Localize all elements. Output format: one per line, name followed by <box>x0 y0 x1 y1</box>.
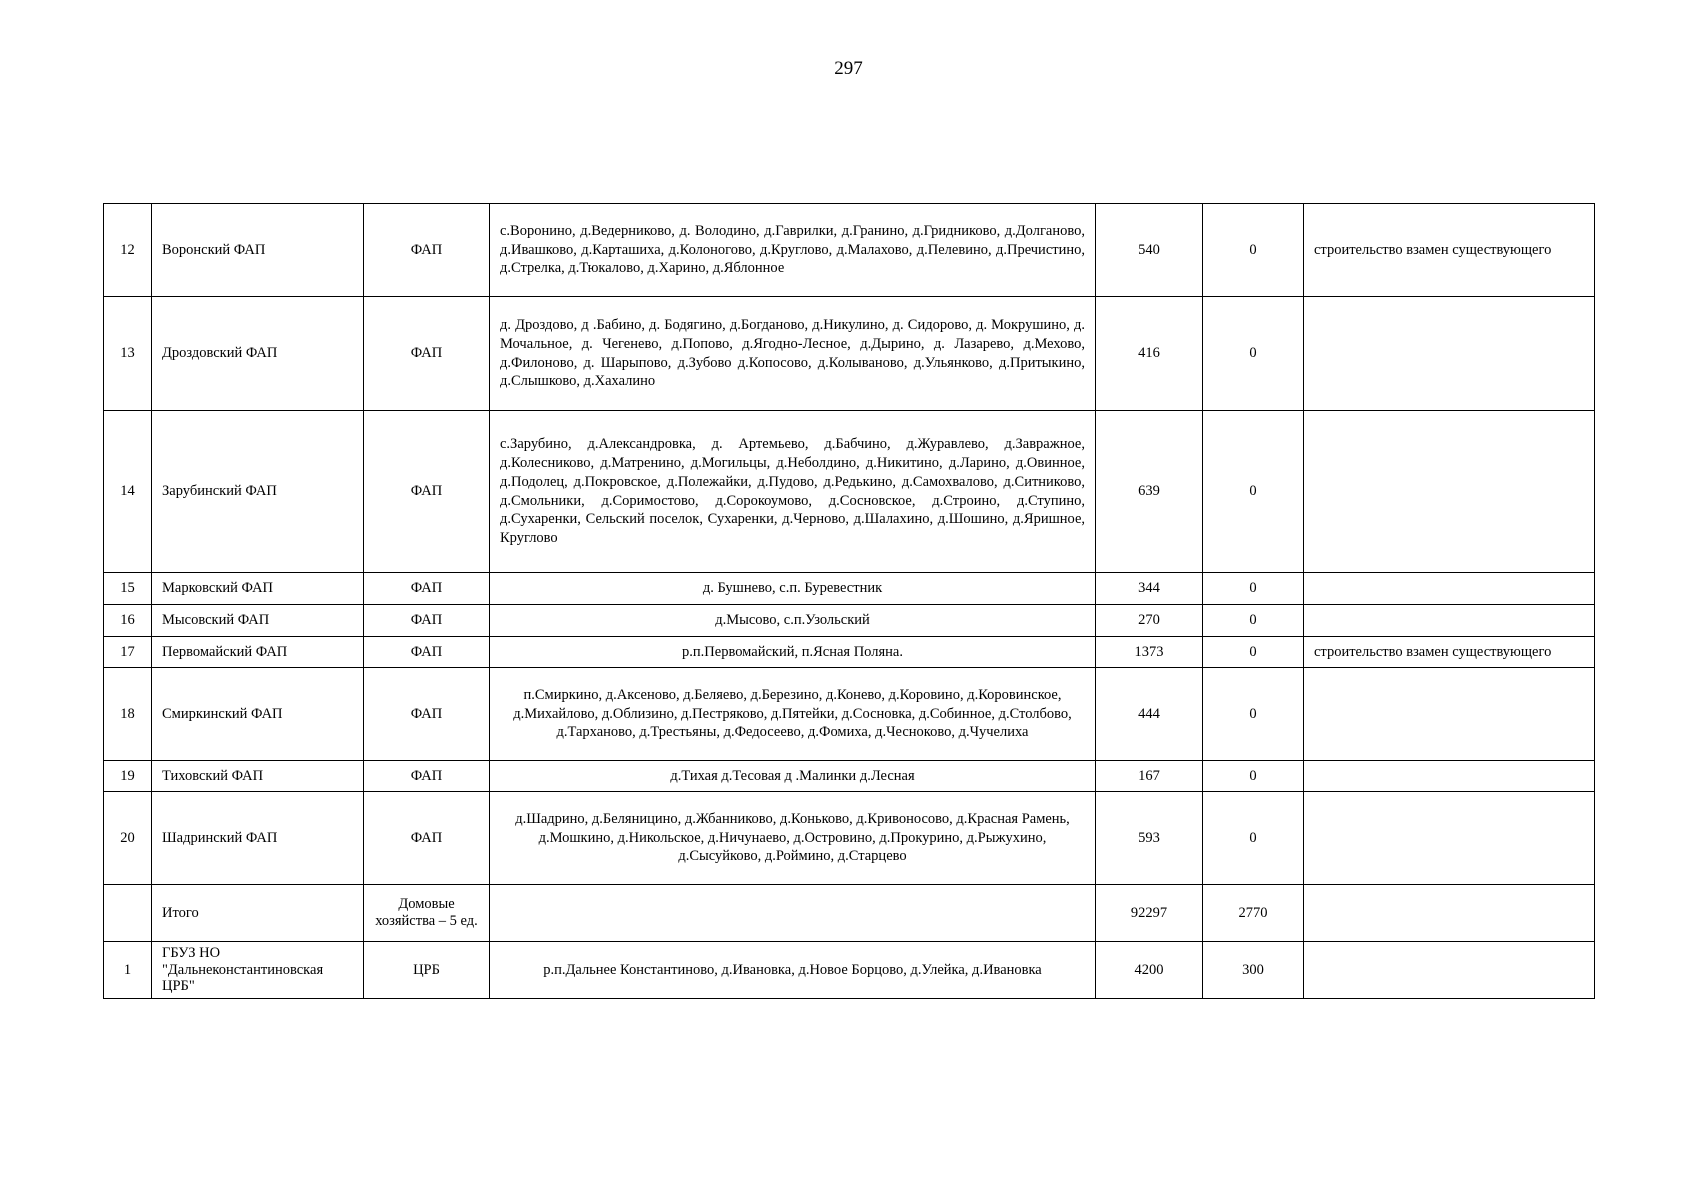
facility-type: ФАП <box>364 637 490 668</box>
note-text <box>1304 761 1595 792</box>
row-number: 16 <box>104 605 152 637</box>
table-row <box>104 297 1595 411</box>
facility-type: ФАП <box>364 204 490 297</box>
facility-name: Мысовский ФАП <box>152 605 364 637</box>
facility-name: Зарубинский ФАП <box>152 411 364 573</box>
population-value: 4200 <box>1096 942 1203 999</box>
row-number: 18 <box>104 668 152 761</box>
note-text <box>1304 792 1595 885</box>
note-text <box>1304 605 1595 637</box>
population-value: 270 <box>1096 605 1203 637</box>
row-number: 12 <box>104 204 152 297</box>
settlements-list: д.Мысово, с.п.Узольский <box>490 605 1096 637</box>
capacity-value: 0 <box>1203 792 1304 885</box>
capacity-value: 0 <box>1203 411 1304 573</box>
households-note: Домовые хозяйства – 5 ед. <box>364 885 490 942</box>
facility-type: ФАП <box>364 605 490 637</box>
population-value: 344 <box>1096 573 1203 605</box>
settlements-list: д. Дроздово, д .Бабино, д. Бодягино, д.Богданово, д.Никулино, д. Сидорово, д. Мокрушино, д. Мочальное, д. Чегенево, д.Попово, д.Ягодно-Лесное, д.Дырино, д. Лазарево, д.Мехово, д.Филоново, д. Шарыпово, д.Зубово д.Копосово, д.Колываново, д.Ульянково, д.Притыкино, д.Слышково, д.Хахалино <box>490 297 1096 411</box>
table-row <box>104 792 1595 885</box>
facility-type: ФАП <box>364 792 490 885</box>
facility-name: Дроздовский ФАП <box>152 297 364 411</box>
facility-type: ЦРБ <box>364 942 490 999</box>
settlements-list: п.Смиркино, д.Аксеново, д.Беляево, д.Березино, д.Конево, д.Коровино, д.Коровинское, д.Михайлово, д.Облизино, д.Пестряково, д.Пятейки, д.Сосновка, д.Собинное, д.Столбово, д.Тарханово, д.Трестьяны, д.Федосеево, д.Фомиха, д.Чесноково, д.Чучелиха <box>490 668 1096 761</box>
row-number: 20 <box>104 792 152 885</box>
row-number: 19 <box>104 761 152 792</box>
settlements-list: р.п.Первомайский, п.Ясная Поляна. <box>490 637 1096 668</box>
settlements-list: с.Зарубино, д.Александровка, д. Артемьево, д.Бабчино, д.Журавлево, д.Завражное, д.Колесниково, д.Матренино, д.Могильцы, д.Неболдино, д.Никитино, д.Ларино, д.Овинное, д.Подолец, д.Покровское, д.Полежайки, д.Пудово, д.Редькино, д.Самохвалово, д.Ситниково, д.Смольники, д.Соримостово, д.Сорокоумово, д.Сосновское, д.Строино, д.Ступино, д.Сухаренки, Сельский поселок, Сухаренки, д.Черново, д.Шалахино, д.Шошино, д.Яришное, Круглово <box>490 411 1096 573</box>
capacity-value: 0 <box>1203 573 1304 605</box>
table-row <box>104 411 1595 573</box>
note-text: строительство взамен существующего <box>1304 204 1595 297</box>
facility-name: Первомайский ФАП <box>152 637 364 668</box>
population-value: 167 <box>1096 761 1203 792</box>
table-row <box>104 573 1595 605</box>
note-text <box>1304 411 1595 573</box>
population-value: 639 <box>1096 411 1203 573</box>
note-text <box>1304 885 1595 942</box>
capacity-value: 300 <box>1203 942 1304 999</box>
facility-name: ГБУЗ НО "Дальнеконстантиновская ЦРБ" <box>152 942 364 999</box>
population-value: 416 <box>1096 297 1203 411</box>
population-value: 540 <box>1096 204 1203 297</box>
settlements-list <box>490 885 1096 942</box>
table-row <box>104 942 1595 999</box>
row-number: 1 <box>104 942 152 999</box>
table-row <box>104 637 1595 668</box>
settlements-list: д. Бушнево, с.п. Буревестник <box>490 573 1096 605</box>
note-text <box>1304 942 1595 999</box>
note-text: строительство взамен существующего <box>1304 637 1595 668</box>
capacity-value: 0 <box>1203 637 1304 668</box>
facility-type: ФАП <box>364 297 490 411</box>
table-row <box>104 204 1595 297</box>
facilities-table <box>103 203 1595 999</box>
table-row <box>104 605 1595 637</box>
settlements-list: д.Шадрино, д.Беляницино, д.Жбанниково, д.Коньково, д.Кривоносово, д.Красная Рамень, д.Мошкино, д.Никольское, д.Ничунаево, д.Островино, д.Прокурино, д.Рыжухино, д.Сысуйково, д.Роймино, д.Старцево <box>490 792 1096 885</box>
row-number: 14 <box>104 411 152 573</box>
capacity-value: 0 <box>1203 605 1304 637</box>
settlements-list: д.Тихая д.Тесовая д .Малинки д.Лесная <box>490 761 1096 792</box>
row-number: 15 <box>104 573 152 605</box>
settlements-list: с.Воронино, д.Ведерниково, д. Володино, д.Гаврилки, д.Гранино, д.Гридниково, д.Долганово, д.Ивашково, д.Карташиха, д.Колоногово, д.Круглово, д.Малахово, д.Пелевино, д.Пречистино, д.Стрелка, д.Тюкалово, д.Харино, д.Яблонное <box>490 204 1096 297</box>
facility-name: Шадринский ФАП <box>152 792 364 885</box>
capacity-value: 0 <box>1203 761 1304 792</box>
capacity-value: 0 <box>1203 204 1304 297</box>
table-row <box>104 668 1595 761</box>
note-text <box>1304 297 1595 411</box>
totals-row <box>104 885 1595 942</box>
population-value: 1373 <box>1096 637 1203 668</box>
facility-type: ФАП <box>364 761 490 792</box>
table-row <box>104 761 1595 792</box>
capacity-value: 0 <box>1203 668 1304 761</box>
facility-name: Смиркинский ФАП <box>152 668 364 761</box>
facility-name: Воронский ФАП <box>152 204 364 297</box>
page-number: 297 <box>834 58 863 79</box>
total-population: 92297 <box>1096 885 1203 942</box>
note-text <box>1304 573 1595 605</box>
row-number: 17 <box>104 637 152 668</box>
note-text <box>1304 668 1595 761</box>
totals-label: Итого <box>152 885 364 942</box>
capacity-value: 0 <box>1203 297 1304 411</box>
population-value: 444 <box>1096 668 1203 761</box>
population-value: 593 <box>1096 792 1203 885</box>
facility-type: ФАП <box>364 573 490 605</box>
facility-name: Тиховский ФАП <box>152 761 364 792</box>
facility-name: Марковский ФАП <box>152 573 364 605</box>
facility-type: ФАП <box>364 411 490 573</box>
row-number <box>104 885 152 942</box>
row-number: 13 <box>104 297 152 411</box>
facility-type: ФАП <box>364 668 490 761</box>
total-capacity: 2770 <box>1203 885 1304 942</box>
settlements-list: р.п.Дальнее Константиново, д.Ивановка, д.Новое Борцово, д.Улейка, д.Ивановка <box>490 942 1096 999</box>
